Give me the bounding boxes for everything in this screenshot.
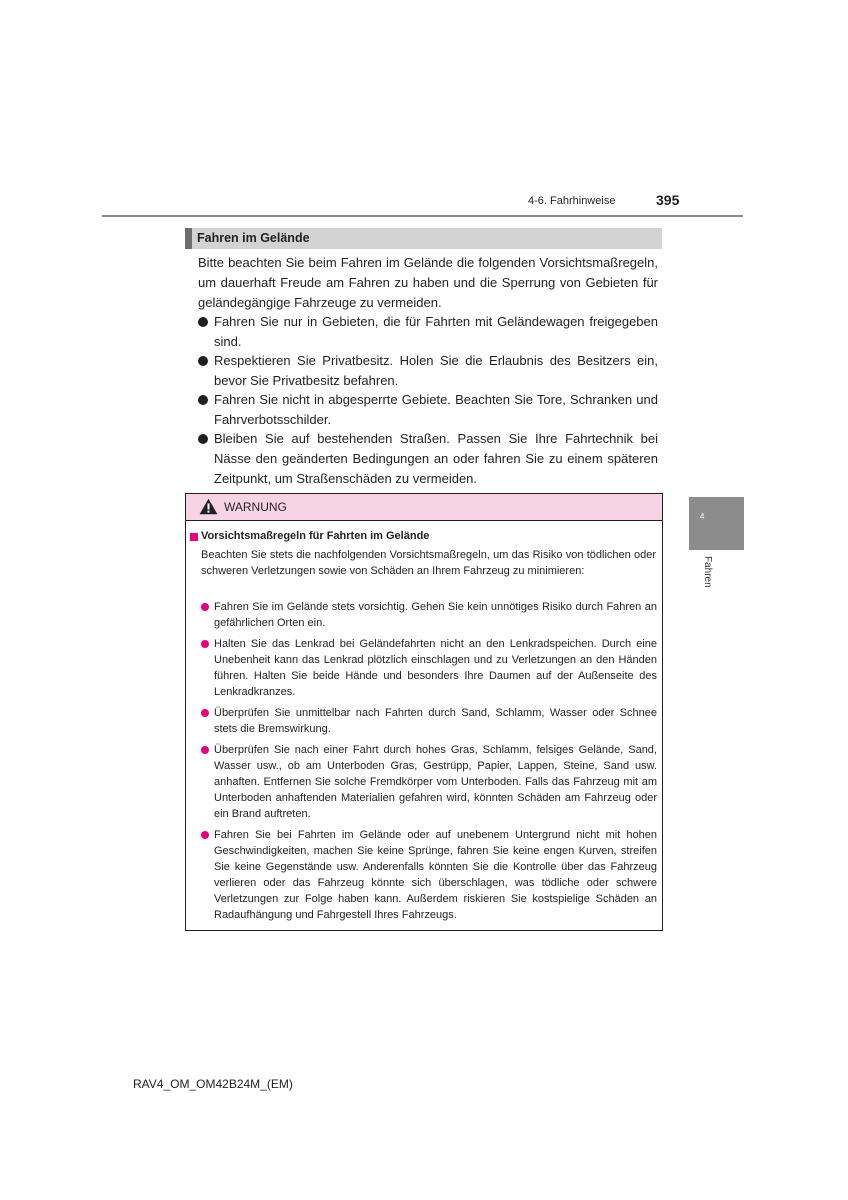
bullet-icon [201, 746, 209, 754]
warning-intro: Beachten Sie stets die nachfolgenden Vorsichtsmaßregeln, um das Risiko von tödlichen oder schweren Verletzungen sowie von Schäden an Ihrem Fahrzeug zu minimieren: [201, 549, 656, 577]
bullet-icon [201, 831, 209, 839]
list-item: Bleiben Sie auf bestehenden Straßen. Passen Sie Ihre Fahrtechnik bei Nässe den geänderten Bedingungen an oder fahren Sie zu einem späteren Zeitpunkt, um Straßenschäden zu vermeiden. [198, 429, 658, 489]
list-item: Fahren Sie nur in Gebieten, die für Fahrten mit Geländewagen freigegeben sind. [198, 312, 658, 352]
square-bullet-icon [190, 533, 198, 541]
chapter-tab-label: Fahren [702, 556, 713, 588]
header-divider [102, 215, 743, 217]
chapter-title: 4-6. Fahrhinweise [528, 195, 616, 207]
warning-header [186, 494, 662, 521]
bullet-icon [198, 356, 208, 366]
list-item: Fahren Sie nicht in abgesperrte Gebiete. Beachten Sie Tore, Schranken und Fahrverbotsschilder. [198, 390, 658, 430]
list-item: Überprüfen Sie unmittelbar nach Fahrten durch Sand, Schlamm, Wasser oder Schnee stets die Bremswirkung. [201, 705, 657, 737]
warning-bullet-list [201, 599, 657, 928]
warning-subsection-title: Vorsichtsmaßregeln für Fahrten im Gelände [201, 530, 430, 542]
list-item: Fahren Sie bei Fahrten im Gelände oder auf unebenem Untergrund nicht mit hohen Geschwindigkeiten, machen Sie keine Sprünge, fahren Sie keine engen Kurven, streifen Sie keine Gegenstände usw. Anderenfalls könnten Sie die Kontrolle über das Fahrzeug verlieren oder das Fahrzeug könnte sich überschlagen, was tödliche oder schwere Verletzungen zur Folge haben kann. Außerdem riskieren Sie kostspielige Schäden an Radaufhängung und Fahrgestell Ihres Fahrzeugs. [201, 827, 657, 923]
bullet-icon [201, 603, 209, 611]
section-intro: Bitte beachten Sie beim Fahren im Gelände die folgenden Vorsichtsmaßregeln, um dauerhaft Freude am Fahren zu haben und die Sperrung von Gebieten für geländegängige Fahrzeuge zu vermeiden. [198, 255, 658, 310]
section-heading-text: Fahren im Gelände [197, 231, 310, 245]
section-bullet-list [198, 312, 658, 488]
list-item: Fahren Sie im Gelände stets vorsichtig. Gehen Sie kein unnötiges Risiko durch Fahren an gefährlichen Orten ein. [201, 599, 657, 631]
chapter-side-tab [689, 497, 744, 550]
list-item: Respektieren Sie Privatbesitz. Holen Sie die Erlaubnis des Besitzers ein, bevor Sie Privatbesitz befahren. [198, 351, 658, 391]
warning-triangle-icon [199, 498, 218, 515]
bullet-icon [201, 709, 209, 717]
bullet-icon [198, 434, 208, 444]
page-number: 395 [656, 192, 680, 208]
section-heading [185, 228, 662, 249]
warning-title: WARNUNG [224, 500, 287, 514]
document-code: RAV4_OM_OM42B24M_(EM) [133, 1077, 293, 1091]
bullet-icon [198, 395, 208, 405]
chapter-tab-number: 4 [700, 512, 705, 521]
bullet-icon [201, 640, 209, 648]
list-item: Halten Sie das Lenkrad bei Geländefahrten nicht an den Lenkradspeichen. Durch eine Unebenheit kann das Lenkrad plötzlich einschlagen und zu Verletzungen an den Händen führen. Halten Sie beide Hände und besonders Ihre Daumen auf der Außenseite des Lenkradkranzes. [201, 636, 657, 700]
bullet-icon [198, 317, 208, 327]
section-heading-bar [185, 228, 192, 249]
list-item: Überprüfen Sie nach einer Fahrt durch hohes Gras, Schlamm, felsiges Gelände, Sand, Wasser usw., ob am Unterboden Gras, Gestrüpp, Papier, Lappen, Steine, Sand usw. anhaften. Entfernen Sie solche Fremdkörper vom Unterboden. Falls das Fahrzeug mit am Unterboden anhaftenden Materialien gefahren wird, könnten Schäden am Fahrzeug oder ein Brand auftreten. [201, 742, 657, 822]
